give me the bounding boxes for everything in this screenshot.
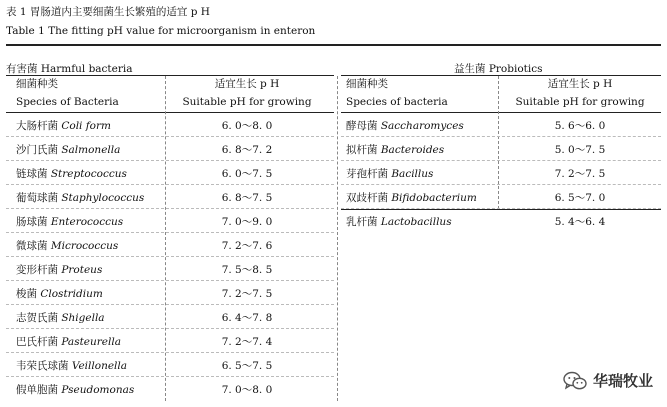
ph-range: 6. 8～7. 2 bbox=[221, 144, 273, 156]
species-name-cn: 假单胞菌 bbox=[16, 384, 58, 396]
species-name-latin: Micrococcus bbox=[50, 240, 119, 252]
top-rule bbox=[6, 44, 661, 46]
species-name-cn: 链球菌 bbox=[16, 168, 48, 180]
table-row bbox=[16, 305, 327, 329]
species-name-latin: Clostridium bbox=[40, 288, 103, 300]
species-name bbox=[16, 118, 111, 133]
species-name bbox=[16, 310, 105, 325]
species-name-cn: 韦荣氏球菌 bbox=[16, 360, 69, 372]
species-name-cn: 沙门氏菌 bbox=[16, 144, 58, 156]
harmful-col-species-cn: 细菌种类 bbox=[16, 78, 58, 90]
species-name-latin: Enterococcus bbox=[50, 216, 124, 228]
ph-range: 5. 6～6. 0 bbox=[554, 120, 606, 132]
ph-range: 5. 4～6. 4 bbox=[554, 216, 606, 228]
species-name bbox=[16, 334, 121, 349]
watermark-text: 华瑞牧业 bbox=[592, 372, 653, 390]
harmful-col-ph-cn: 适宜生长 p H bbox=[214, 78, 280, 90]
species-name bbox=[346, 190, 477, 205]
table-row bbox=[346, 185, 660, 209]
species-name-cn: 梭菌 bbox=[16, 288, 37, 300]
species-name bbox=[16, 190, 144, 205]
species-name-latin: Bifidobacterium bbox=[391, 192, 477, 204]
species-name-latin: Saccharomyces bbox=[380, 120, 464, 132]
table-row bbox=[16, 377, 327, 401]
ph-range: 7. 0～8. 0 bbox=[221, 384, 273, 396]
probiotics-title-rule bbox=[341, 75, 661, 76]
ph-range: 6. 8～7. 5 bbox=[221, 192, 273, 204]
species-name-cn: 双歧杆菌 bbox=[346, 192, 388, 204]
species-name-cn: 酵母菌 bbox=[346, 120, 378, 132]
species-name-latin: Lactobacillus bbox=[380, 216, 452, 228]
species-name-latin: Coli form bbox=[61, 120, 111, 132]
species-name bbox=[346, 142, 444, 157]
species-name-latin: Veillonella bbox=[71, 360, 128, 372]
table-caption-en: Table 1 The fitting pH value for microorganism in enteron bbox=[6, 25, 316, 37]
species-name-latin: Pseudomonas bbox=[61, 384, 135, 396]
species-name bbox=[16, 166, 127, 181]
ph-range: 5. 0～7. 5 bbox=[554, 144, 606, 156]
species-name bbox=[16, 262, 102, 277]
probiotics-col-ph-cn: 适宜生长 p H bbox=[547, 78, 613, 90]
table-row bbox=[16, 161, 327, 185]
table-row bbox=[16, 137, 327, 161]
table-row bbox=[346, 137, 660, 161]
species-name-latin: Staphylococcus bbox=[61, 192, 145, 204]
species-name bbox=[16, 382, 134, 397]
ph-range: 6. 0～8. 0 bbox=[221, 120, 273, 132]
harmful-title-rule bbox=[6, 75, 334, 76]
species-name bbox=[16, 214, 123, 229]
species-name-latin: Bacteroides bbox=[380, 144, 445, 156]
ph-range: 7. 2～7. 5 bbox=[221, 288, 273, 300]
ph-range: 7. 5～8. 5 bbox=[221, 264, 273, 276]
table-row bbox=[346, 113, 660, 137]
species-name bbox=[16, 286, 103, 301]
ph-range: 6. 5～7. 0 bbox=[554, 192, 606, 204]
probiotics-col-species-en: Species of bacteria bbox=[346, 96, 448, 108]
species-name-cn: 微球菌 bbox=[16, 240, 48, 252]
species-name bbox=[346, 118, 464, 133]
ph-range: 6. 4～7. 8 bbox=[221, 312, 273, 324]
table-row bbox=[16, 329, 327, 353]
ph-range: 7. 2～7. 4 bbox=[221, 336, 273, 348]
species-name-cn: 志贺氏菌 bbox=[16, 312, 58, 324]
species-name-cn: 葡萄球菌 bbox=[16, 192, 58, 204]
harmful-section-title: 有害菌 Harmful bacteria bbox=[6, 63, 133, 75]
harmful-col-species-en: Species of Bacteria bbox=[16, 96, 119, 108]
species-name bbox=[16, 358, 127, 373]
species-name bbox=[16, 238, 118, 253]
species-name bbox=[16, 142, 120, 157]
species-name bbox=[346, 166, 433, 181]
species-name-latin: Bacillus bbox=[391, 168, 434, 180]
table-row bbox=[16, 113, 327, 137]
table-row bbox=[16, 257, 327, 281]
table-row bbox=[16, 185, 327, 209]
table-row bbox=[16, 233, 327, 257]
ph-range: 6. 5～7. 5 bbox=[221, 360, 273, 372]
probiotics-col-ph-en: Suitable pH for growing bbox=[515, 96, 645, 108]
table-row bbox=[346, 161, 660, 185]
species-name-latin: Proteus bbox=[61, 264, 103, 276]
ph-range: 7. 2～7. 6 bbox=[221, 240, 273, 252]
species-name-cn: 乳杆菌 bbox=[346, 216, 378, 228]
table-caption-cn: 表 1 胃肠道内主要细菌生长繁殖的适宜 p H bbox=[6, 6, 210, 18]
species-name-latin: Shigella bbox=[61, 312, 105, 324]
species-name-cn: 变形杆菌 bbox=[16, 264, 58, 276]
species-name-latin: Salmonella bbox=[61, 144, 121, 156]
species-name-latin: Streptococcus bbox=[50, 168, 127, 180]
probiotics-section-title: 益生菌 Probiotics bbox=[454, 63, 543, 75]
species-name-cn: 大肠杆菌 bbox=[16, 120, 58, 132]
table-row bbox=[16, 353, 327, 377]
harmful-col-ph-en: Suitable pH for growing bbox=[182, 96, 312, 108]
wechat-icon bbox=[563, 371, 587, 391]
table-row bbox=[16, 281, 327, 305]
species-name-latin: Pasteurella bbox=[61, 336, 121, 348]
species-name-cn: 芽孢杆菌 bbox=[346, 168, 388, 180]
species-name-cn: 拟杆菌 bbox=[346, 144, 378, 156]
table-row bbox=[346, 209, 660, 233]
section-divider bbox=[337, 76, 338, 401]
table-row bbox=[16, 209, 327, 233]
ph-range: 7. 0～9. 0 bbox=[221, 216, 273, 228]
watermark bbox=[563, 370, 653, 391]
probiotics-col-species-cn: 细菌种类 bbox=[346, 78, 388, 90]
ph-range: 6. 0～7. 5 bbox=[221, 168, 273, 180]
species-name-cn: 巴氏杆菌 bbox=[16, 336, 58, 348]
species-name-cn: 肠球菌 bbox=[16, 216, 48, 228]
ph-range: 7. 2～7. 5 bbox=[554, 168, 606, 180]
species-name bbox=[346, 214, 452, 229]
